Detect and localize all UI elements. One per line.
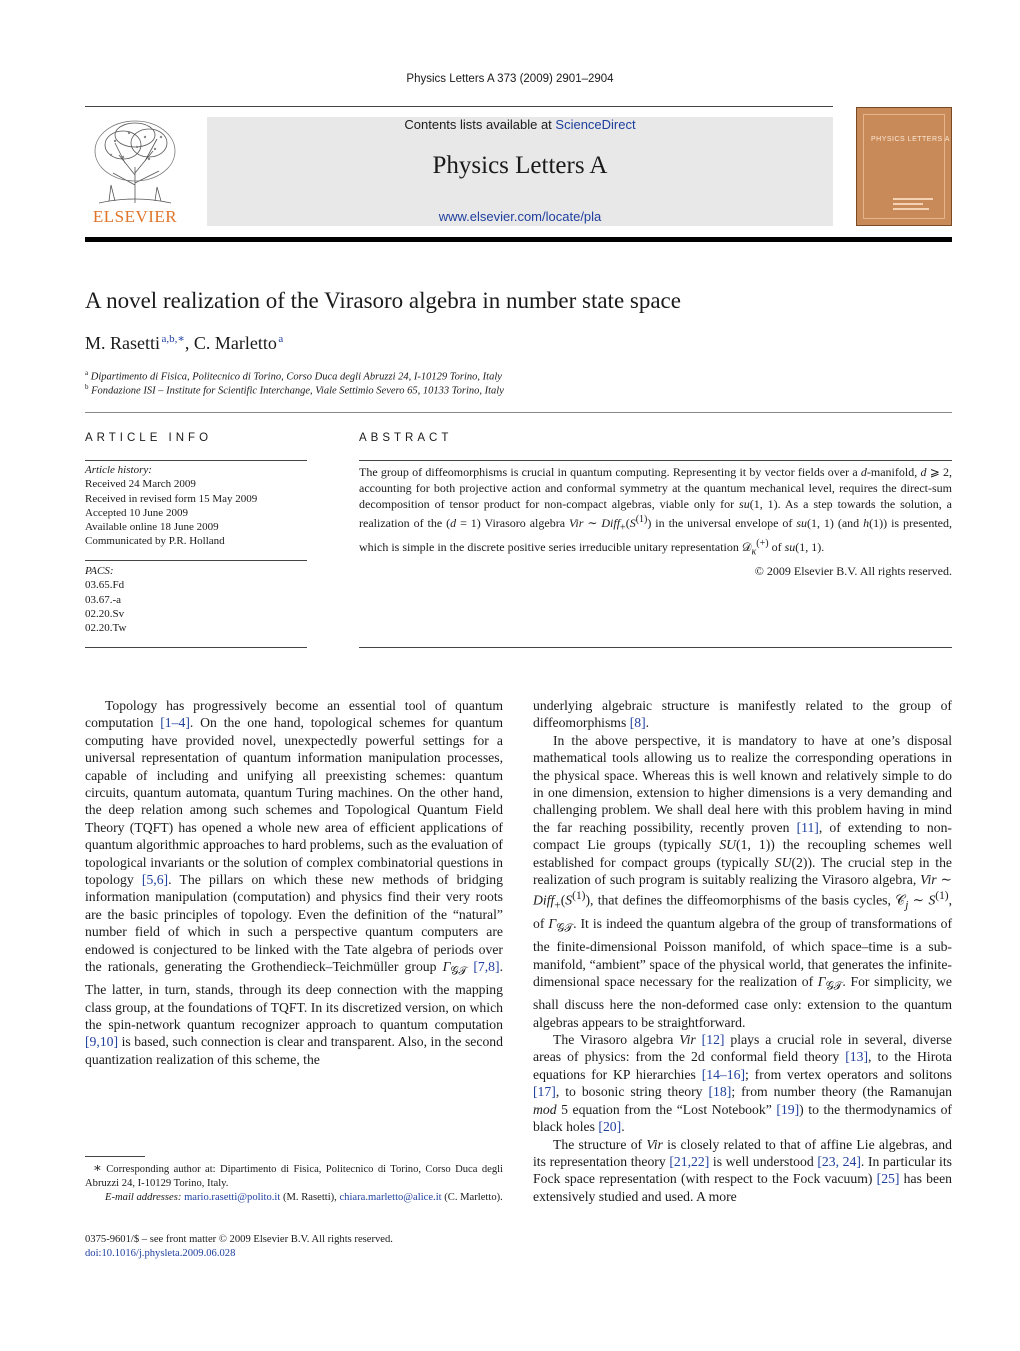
- email-line: [85, 1191, 503, 1205]
- running-head: Physics Letters A 373 (2009) 2901–2904: [406, 73, 614, 85]
- email-link[interactable]: mario.rasetti@polito.it: [184, 1192, 281, 1204]
- body-column-left: [85, 697, 503, 1068]
- history-label: Article history:: [85, 464, 152, 476]
- citation-link[interactable]: [12]: [701, 1032, 725, 1048]
- body-column-right: [533, 697, 952, 1205]
- front-matter-meta: [85, 1233, 393, 1261]
- contents-prefix: Contents lists available at: [404, 117, 556, 132]
- sciencedirect-link[interactable]: ScienceDirect: [555, 117, 636, 132]
- history-item: Received 24 March 2009: [85, 478, 196, 491]
- email-link[interactable]: chiara.marletto@alice.it: [339, 1192, 442, 1204]
- citation-link[interactable]: [18]: [708, 1084, 732, 1100]
- citation-link[interactable]: [20]: [598, 1119, 622, 1135]
- contents-line: [207, 117, 833, 132]
- email-owner: (M. Rasetti),: [282, 1192, 337, 1204]
- abstract-rule: [359, 647, 952, 648]
- cover-title: PHYSICS LETTERS A: [871, 136, 950, 143]
- pacs-code: 03.67.-a: [85, 593, 122, 606]
- affil-label: b: [85, 383, 89, 391]
- citation-link[interactable]: [14–16]: [701, 1066, 746, 1082]
- citation-link[interactable]: [13]: [845, 1049, 869, 1065]
- paragraph: The structure of Vir is closely related to that of affine Lie algebras, and its representation theory [21,22] is well understood [23, 24]. In particular its Fock space representation (with respect to the Fock vacuum) [25] has been extensively studied and used. A more: [533, 1136, 952, 1204]
- pacs-list: [85, 564, 126, 635]
- info-rule: [85, 460, 307, 461]
- author-name[interactable]: M. Rasetti: [85, 333, 160, 353]
- corresponding-author-note: ∗ Corresponding author at: Dipartimento di Fisica, Politecnico di Torino, Corso Duca degli Abruzzi 24, I-10129 Torino, Italy.: [85, 1160, 503, 1190]
- abstract-heading: ABSTRACT: [359, 432, 453, 444]
- citation-link[interactable]: [7,8]: [473, 959, 500, 975]
- copyright-notice: © 2009 Elsevier B.V. All rights reserved.: [754, 564, 952, 578]
- email-label: E-mail addresses:: [105, 1192, 182, 1204]
- affil-text: Fondazione ISI – Institute for Scientific Interchange, Viale Settimio Severo 65, 10133 Torino, Italy: [91, 385, 504, 397]
- abstract-rule: [359, 460, 952, 461]
- citation-link[interactable]: [9,10]: [85, 1034, 119, 1050]
- history-item: Accepted 10 June 2009: [85, 506, 188, 519]
- elsevier-logo[interactable]: [85, 115, 185, 227]
- journal-cover-thumbnail[interactable]: [856, 107, 952, 226]
- citation-link[interactable]: [11]: [796, 819, 819, 835]
- abstract-text: The group of diffeomorphisms is crucial in quantum computing. Representing it by vector fields over a d-manifold, d ⩾ 2, accounting for both projective action and conformal symmetry at the quantum mechanical level, requires the direct-sum decomposition of tensor product for non-compact algebras, viable only for su(1, 1). As a step towards the solution, a realization of the (d = 1) Virasoro algebra Vir ∼ $Diff_+(S^{(1)})$ in the universal envelope of su(1, 1) (and h(1)) is presented, which is simple in the discrete positive series irreducible unitary representation 𝒟$_\kappa$(+) of su(1, 1).: [359, 465, 953, 558]
- paragraph: The Virasoro algebra Vir [12] plays a crucial role in several, diverse areas of physics: from the 2d conformal field theory [13], to the Hirota equations for KP hierarchies [14–16]; from vertex operators and solitons [17], to bosonic string theory [18]; from number theory (the Ramanujan mod 5 equation from the “Lost Notebook” [19]) to the thermodynamics of black holes [20].: [533, 1032, 952, 1135]
- pacs-code: 02.20.Sv: [85, 607, 125, 620]
- author-name[interactable]: C. Marletto: [193, 333, 277, 353]
- citation-link[interactable]: [21,22]: [669, 1153, 710, 1169]
- affiliation-b: [85, 383, 504, 397]
- paragraph: Topology has progressively become an essential tool of quantum computation [1–4]. On the one hand, topological schemes for quantum computing have provided novel, unexpectedly powerful settings for a universal representation of quantum information manipulation processes, capable of including and unifying all preexisting schemes: quantum circuits, quantum automata, quantum Turing machines. On the other hand, the deep relation among such schemes and Topological Quantum Field Theory (TQFT) has opened a whole new area of efficient applications of quantum algorithmic approaches to hard problems, such as the evaluation of topological invariants or the solution of complex combinatorial questions in topology [5,6]. The pillars on which these new methods of bridging information manipulation (computation) and physics find their very roots are the basic principles of topology. Even the definition of the “natural” number field of which in such a perspective quantum computers are endowed is conjectured to be linked with the Tate algebra of periods over the rationals, generating the Grothendieck–Teichmüller group $\Gamma_{𝒢𝒯}$ [7,8]. The latter, in turn, stands, through its deep connection with the mapping class group, at the foundations of TQFT. In its discretized version, on which the spin-network quantum recognizer approach to quantum computation [9,10] is based, such connection is clear and transparent. Also, in the second quantization realization of this scheme, the: [85, 698, 503, 1067]
- author-separator: ,: [184, 333, 194, 353]
- header-divider: [85, 412, 952, 413]
- article-title: A novel realization of the Virasoro algebra in number state space: [85, 288, 681, 313]
- issn-line: 0375-9601/$ – see front matter © 2009 Elsevier B.V. All rights reserved.: [85, 1234, 393, 1245]
- history-item: Communicated by P.R. Holland: [85, 535, 225, 548]
- affiliation-a: [85, 369, 502, 383]
- footnote: [85, 1161, 503, 1206]
- citation-link[interactable]: [17]: [533, 1084, 556, 1100]
- footnote-rule: [85, 1156, 145, 1157]
- masthead-bottom-rule: [85, 237, 952, 242]
- affil-label: a: [85, 369, 89, 377]
- masthead-top-rule: [85, 106, 833, 107]
- article-history: [85, 463, 257, 549]
- citation-link[interactable]: [23, 24]: [817, 1153, 861, 1169]
- journal-url-link[interactable]: www.elsevier.com/locate/pla: [438, 209, 602, 224]
- info-rule: [85, 560, 307, 561]
- cover-line: [893, 208, 929, 210]
- author-affil-marker[interactable]: a: [278, 333, 284, 345]
- info-rule: [85, 647, 307, 648]
- article-info-heading: ARTICLE INFO: [85, 432, 213, 444]
- affil-text: Dipartimento di Fisica, Politecnico di Torino, Corso Duca degli Abruzzi 24, I-10129 Torino, Italy: [90, 371, 502, 383]
- pacs-code: 02.20.Tw: [85, 622, 127, 635]
- citation-link[interactable]: [25]: [876, 1171, 900, 1187]
- citation-link[interactable]: [8]: [629, 715, 646, 731]
- history-item: Available online 18 June 2009: [85, 521, 219, 534]
- author-affil-marker[interactable]: a,b,∗: [161, 333, 185, 345]
- journal-title: Physics Letters A: [432, 152, 608, 179]
- doi-link[interactable]: doi:10.1016/j.physleta.2009.06.028: [85, 1248, 236, 1260]
- email-owner: (C. Marletto).: [444, 1192, 503, 1204]
- history-item: Received in revised form 15 May 2009: [85, 492, 258, 505]
- paragraph: In the above perspective, it is mandatory to have at one’s disposal mathematical tools allowing us to realize the corresponding operations in the physical space. Whereas this is well known and relatively simple to do in one dimension, extension to higher dimensions is a very demanding and challenging problem. We shall deal here with this problem having in mind the far reaching possibility, recently proven [11], of extending to non-compact Lie groups (typically SU(1, 1)) the recoupling schemes well established for compact groups (typically SU(2)). The crucial step in the realization of such program is suitably realizing the Virasoro algebra, Vir ∼ $Diff_+(S^{(1)})$, that defines the diffeomorphisms of the basis cycles, 𝒞$_j$ ∼ $S^{(1)}$, of $\Gamma_{𝒢𝒯}$. It is indeed the quantum algebra of the group of transformations of the finite-dimensional Poisson manifold, of which space–time is a sub-manifold, “ambient” space of the physical world, that generates the infinite-dimensional space necessary for the realization of $\Gamma_{𝒢𝒯}$. For simplicity, we shall discuss here the non-deformed case only: extension to the quantum algebras appears to be straightforward.: [533, 732, 953, 1030]
- author-line: [85, 332, 283, 354]
- corresponding-author-text: Corresponding author at: Dipartimento di Fisica, Politecnico di Torino, Corso Duca degli Abruzzi 24, I-10129 Torino, Italy.: [85, 1164, 503, 1190]
- citation-link[interactable]: [19]: [776, 1101, 800, 1117]
- publisher-wordmark: ELSEVIER: [92, 207, 178, 226]
- paragraph: underlying algebraic structure is manifestly related to the group of diffeomorphisms [8].: [533, 698, 952, 731]
- cover-line: [893, 203, 923, 205]
- citation-link[interactable]: [5,6]: [141, 872, 169, 888]
- pacs-label: PACS:: [85, 565, 114, 577]
- citation-link[interactable]: [1–4]: [160, 715, 190, 731]
- cover-line: [893, 198, 933, 200]
- pacs-code: 03.65.Fd: [85, 579, 125, 592]
